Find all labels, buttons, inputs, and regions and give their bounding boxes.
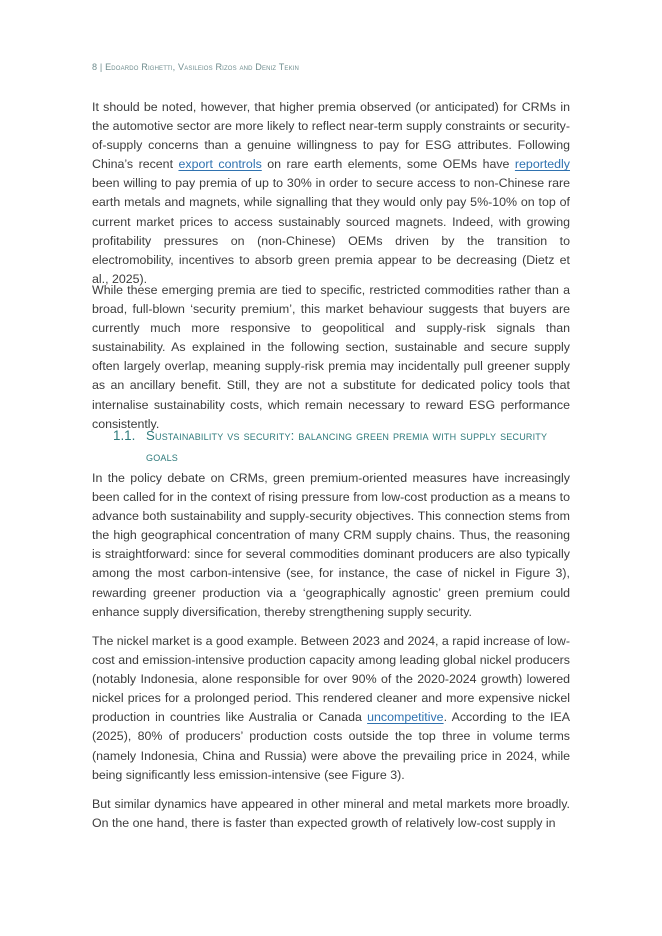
header-separator: | [97, 62, 106, 72]
page-number: 8 [92, 62, 98, 72]
paragraph-1-segment-2: on rare earth elements, some OEMs have [261, 157, 515, 172]
paragraph-4-segment-1: The nickel market is a good example. Between 2023 and 2024, a rapid increase of low-cost and emission-intensive production capacity among leading global nickel producers (notably Indonesia, alone responsible for over 90% of the 2020-2024 growth) lowered nickel prices for a prolonged period. This rendered cleaner and more expensive nickel production in countries like Australia or Canada [92, 634, 571, 725]
paragraph-5-text: But similar dynamics have appeared in other mineral and metal markets more broadly. On the one hand, there is faster than expected growth of relatively low-cost supply in [92, 797, 570, 831]
paragraph-4 [92, 632, 570, 785]
link-export-controls[interactable]: export controls [178, 157, 262, 172]
paragraph-2-text: While these emerging premia are tied to specific, restricted commodities rather than a broad, full-blown ‘security premium’, this market behaviour suggests that buyers are currently much more responsive to geopolitical and supply-risk signals than sustainability. As explained in the following section, sustainable and secure supply often largely overlap, meaning supply-risk premia may incidentally pull greener supply as an ancillary benefit. Still, they are not a substitute for dedicated policy tools that internalise sustainability costs, which remain necessary to reward ESG performance consistently. [92, 283, 570, 431]
paragraph-4-segment-2: . According to the IEA (2025), 80% of producers’ production costs outside the top three in volume terms (namely Indonesia, China and Russia) were above the prevailing price in 2024, while being significantly less emission-intensive (see Figure 3). [92, 710, 570, 782]
paragraph-1-segment-3: been willing to pay premia of up to 30% in order to secure access to non-Chinese rare earth metals and magnets, while signalling that they would only pay 5%-10% on top of current market prices to access sustainably sourced magnets. Indeed, with growing profitability pressures on (non-Chinese) OEMs driven by the transition to electromobility, incentives to absorb green premia appear to be decreasing (Dietz et al., 2025). [92, 176, 570, 286]
link-uncompetitive[interactable]: uncompetitive [367, 710, 444, 725]
section-heading-1-1 [92, 425, 570, 467]
link-reportedly[interactable]: reportedly [514, 157, 571, 172]
paragraph-1 [92, 98, 570, 289]
running-header [92, 62, 570, 72]
paragraph-5 [92, 795, 570, 833]
section-heading-number: 1.1. [113, 428, 136, 443]
paragraph-1-segment-1: It should be noted, however, that higher premia observed (or anticipated) for CRMs in the automotive sector are more likely to reflect near-term supply constraints or security-of-supply concerns than a genuine willingness to pay for ESG attributes. Following China’s recent [92, 100, 570, 172]
header-authors: Edoardo Righetti, Vasileios Rizos and Deniz Tekin [105, 62, 300, 72]
section-heading-title: Sustainability vs security: balancing green premia with supply security goals [146, 428, 548, 464]
paragraph-3-text: In the policy debate on CRMs, green premium-oriented measures have increasingly been called for in the context of rising pressure from low-cost production as a means to advance both sustainability and supply-security objectives. This connection stems from the high geographical concentration of many CRM supply chains. Thus, the reasoning is straightforward: since for several commodities dominant producers are also typically among the most carbon-intensive (see, for instance, the case of nickel in Figure 3), rewarding greener production via a ‘geographically agnostic’ green premium could enhance supply diversification, thereby strengthening supply security. [92, 471, 570, 619]
paragraph-2 [92, 281, 570, 434]
paragraph-3 [92, 469, 570, 622]
